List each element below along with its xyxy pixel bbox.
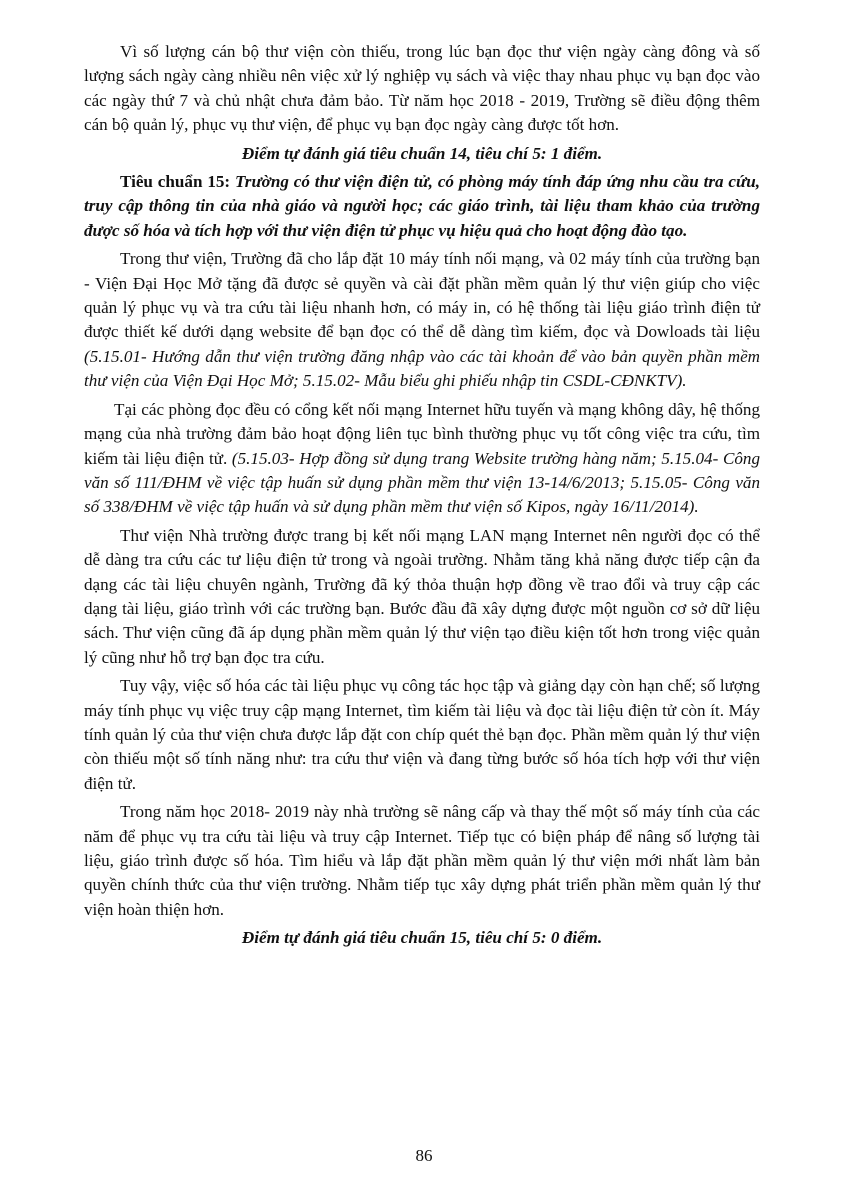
paragraph-plan: Trong năm học 2018- 2019 này nhà trường sẽ nâng cấp và thay thế một số máy tính của các năm để phục vụ tra cứu tài liệu và truy cập Internet. Tiếp tục có biện pháp để nâng số lượng tài liệu, giáo trình được số hóa. Tìm hiểu và lắp đặt phần mềm quản lý thư viện mới nhất làm bản quyền chính thức của thư viện trường. Nhằm tiếp tục xây dựng phát triển phần mềm quản lý thư viện hoàn thiện hơn. [84,802,760,919]
page-number: 86 [415,1146,433,1165]
paragraph-staffing: Vì số lượng cán bộ thư viện còn thiếu, trong lúc bạn đọc thư viện ngày càng đông và số lượng sách ngày càng nhiều nên việc xử lý nghiệp vụ sách và việc thay nhau phục vụ bạn đọc vào các ngày thứ 7 và chủ nhật chưa đảm bảo. Từ năm học 2018 - 2019, Trường sẽ điều động thêm cán bộ quản lý, phục vụ thư viện, để phục vụ bạn đọc ngày càng được tốt hơn. [84,42,760,135]
paragraph-limitations: Tuy vậy, việc số hóa các tài liệu phục vụ công tác học tập và giảng dạy còn hạn chế; số lượng máy tính phục vụ việc truy cập mạng Internet, tìm kiếm tài liệu và đọc tài liệu điện tử còn ít. Máy tính quản lý của thư viện chưa được lắp đặt con chíp quét thẻ bạn đọc. Phần mềm quản lý thư viện còn thiếu một số tính năng như: tra cứu thư viện và đang từng bước số hóa tích hợp với thư viện điện tử. [84,676,760,793]
standard-15-heading [84,170,760,243]
score-criterion-15: Điểm tự đánh giá tiêu chuẩn 15, tiêu chí 5: 0 điểm. [241,928,603,948]
standard-15-colon: : [224,172,235,192]
evidence-reference-2: (5.15.03- Hợp đồng sử dụng trang Website trường hàng năm; 5.15.04- Công văn số 111/ĐHM về việc tập huấn sử dụng phần mềm thư viện 13-14/6/2013; 5.15.05- Công văn số 338/ĐHM về việc tập huấn và sử dụng phần mềm thư viện số Kipos, ngày 16/11/2014). [84,448,760,517]
standard-15-label: Tiêu chuẩn 15 [120,172,225,192]
score-criterion-14: Điểm tự đánh giá tiêu chuẩn 14, tiêu chí 5: 1 điểm. [241,143,603,163]
evidence-reference-1: (5.15.01- Hướng dẫn thư viện trường đăng nhập vào các tài khoản để vào bản quyền phần mềm thư viện của Viện Đại Học Mở; 5.15.02- Mẫu biểu ghi phiếu nhập tin CSDL-CĐNKTV). [84,346,760,391]
page-body [84,40,760,951]
paragraph-lan: Thư viện Nhà trường được trang bị kết nối mạng LAN mạng Internet nên người đọc có thể dễ dàng tra cứu các tư liệu điện tử trong và ngoài trường. Nhằm tăng khả năng được tiếp cận đa dạng các tài liệu chuyên ngành, Trường đã ký thỏa thuận hợp đồng về trao đổi và truy cập các dạng tài liệu, giáo trình với các trường bạn. Bước đầu đã xây dựng được một nguồn cơ sở dữ liệu sách. Thư viện cũng đã áp dụng phần mềm quản lý thư viện tạo điều kiện tốt hơn trong việc quản lý cũng như hỗ trợ bạn đọc tra cứu. [84,525,760,667]
paragraph-computers-text: Trong thư viện, Trường đã cho lắp đặt 10 máy tính nối mạng, và 02 máy tính của trường bạn - Viện Đại Học Mở tặng đã được sẻ quyền và cài đặt phần mềm quản lý thư viện giúp cho việc quản lý phục vụ và tra cứu tài liệu nhanh hơn, có máy in, có hệ thống tài liệu giáo trình điện tử được thiết kế dưới dạng website để bạn đọc có thể dễ dàng tìm kiếm, đọc và Dowloads tài liệu [84,249,760,342]
paragraph-computers [84,247,760,393]
standard-15-title: Trường có thư viện điện tử, có phòng máy tính đáp ứng nhu cầu tra cứu, truy cập thông tin của nhà giáo và người học; các giáo trình, tài liệu tham khảo của trường được số hóa và tích hợp với thư viện điện tử phục vụ hiệu quả cho hoạt động đào tạo. [84,172,760,240]
paragraph-network-text: Tại các phòng đọc đều có cổng kết nối mạng Internet hữu tuyến và mạng không dây, hệ thống mạng của nhà trường đảm bảo hoạt động liên tục bình thường phục vụ tốt công việc tra cứu, tìm kiếm tài liệu điện tử. [84,399,760,468]
paragraph-network [84,398,760,520]
